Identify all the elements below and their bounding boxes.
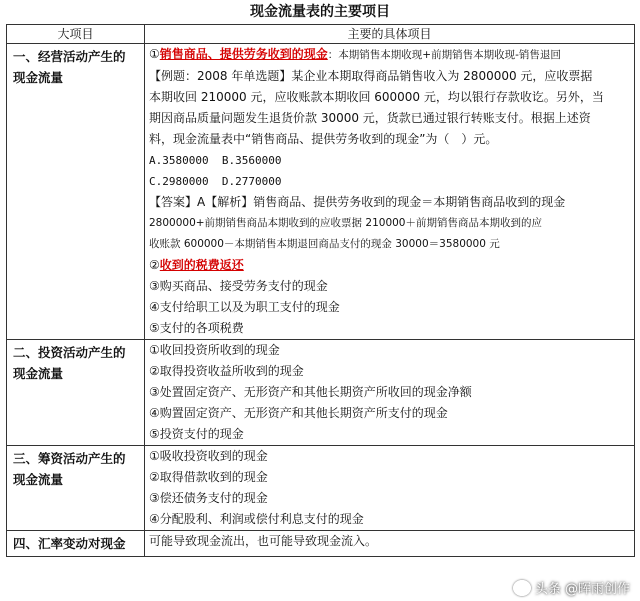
answer-text: 收账款 600000－本期销售本期退回商品支付的现金 30000＝3580000 元: [149, 238, 500, 250]
list-item: ②取得借款收到的现金: [149, 470, 268, 484]
list-item: ①吸收投资收到的现金: [149, 449, 268, 463]
highlight-label: 收到的税费返还: [159, 258, 244, 272]
list-item: ④支付给职工以及为职工支付的现金: [149, 300, 340, 314]
list-item: ②取得投资收益所收到的现金: [149, 364, 304, 378]
page-title: 现金流量表的主要项目: [250, 4, 390, 20]
fx-items: [145, 531, 635, 557]
item-number: ①: [149, 47, 160, 61]
table-row-financing: [7, 446, 635, 531]
category-name-line1: 一、经营活动产生的: [13, 49, 126, 64]
table-row-operating: [7, 44, 635, 340]
list-item: ④分配股利、利润或偿付利息支付的现金: [149, 512, 364, 526]
table-header-row: [7, 25, 635, 44]
example-text: 本期收回 210000 元，应收账款本期收回 600000 元，均以银行存款收讫。另外，当: [149, 90, 604, 104]
option-d: D.2770000: [221, 175, 282, 188]
option-b: B.3560000: [221, 154, 282, 167]
operating-items: [145, 44, 635, 340]
list-item: ③购买商品、接受劳务支付的现金: [149, 279, 328, 293]
financing-items: [145, 446, 635, 531]
list-item: ④购置固定资产、无形资产和其他长期资产所支付的现金: [149, 406, 448, 420]
example-text: 期因商品质量问题发生退货价款 30000 元，货款已通过银行转账支付。根据上述资: [149, 111, 591, 125]
table-row-fx: [7, 531, 635, 557]
header-major-item: 大项目: [7, 25, 145, 44]
example-text: 【例题：2008 年单选题】某企业本期取得商品销售收入为 2800000 元，应收票据: [149, 69, 593, 83]
answer-text: 2800000+前期销售商品本期收到的应收票据 210000＋前期销售商品本期收到的应: [149, 217, 542, 229]
list-item: [149, 44, 630, 66]
option-c: C.2980000: [149, 175, 209, 188]
list-item: [149, 255, 630, 276]
cash-flow-table: [6, 24, 635, 557]
category-name-line2: 现金流量: [13, 472, 64, 487]
table-row-investing: [7, 340, 635, 446]
list-item: ③处置固定资产、无形资产和其他长期资产所收回的现金净额: [149, 385, 472, 399]
category-name-line1: 四、汇率变动对现金: [13, 536, 126, 551]
list-item: ③偿还债务支付的现金: [149, 491, 268, 505]
watermark: [513, 578, 630, 597]
category-name-line2: 现金流量: [13, 366, 64, 381]
answer-text: 【答案】A【解析】销售商品、提供劳务收到的现金＝本期销售商品收到的现金: [149, 195, 566, 209]
watermark-text: 头条 @晖雨创作: [534, 582, 630, 597]
category-investing: [7, 340, 145, 446]
item-number: ②: [149, 258, 160, 272]
options-row: [149, 171, 630, 192]
options-row: [149, 150, 630, 171]
category-operating: [7, 44, 145, 340]
category-name-line1: 三、筹资活动产生的: [13, 451, 126, 466]
example-text: 料，现金流量表中“销售商品、提供劳务收到的现金”为（ ）元。: [149, 132, 498, 146]
category-financing: [7, 446, 145, 531]
header-specific-items: 主要的具体项目: [145, 25, 635, 44]
formula-text: ：本期销售本期收现+前期销售本期收现-销售退回: [327, 49, 561, 61]
category-name-line1: 二、投资活动产生的: [13, 345, 126, 360]
category-name-line2: 现金流量: [13, 70, 64, 85]
toutiao-logo-icon: [513, 580, 531, 596]
category-fx: [7, 531, 145, 557]
highlight-label: 销售商品、提供劳务收到的现金: [159, 47, 328, 61]
option-a: A.3580000: [149, 154, 209, 167]
list-item: ①收回投资所收到的现金: [149, 343, 280, 357]
list-item: ⑤支付的各项税费: [149, 321, 244, 335]
list-item: ⑤投资支付的现金: [149, 427, 244, 441]
list-item: 可能导致现金流出，也可能导致现金流入。: [149, 534, 378, 548]
investing-items: [145, 340, 635, 446]
